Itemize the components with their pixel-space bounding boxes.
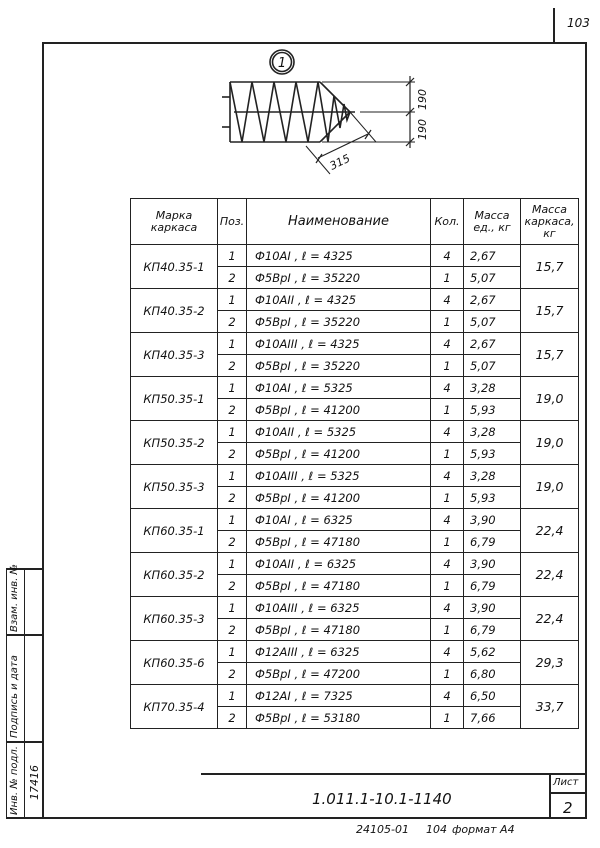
footer-format: формат А4 [452, 823, 515, 836]
table-row [131, 421, 579, 443]
unit-mass-cell: 7,66 [464, 707, 521, 729]
quantity-cell: 4 [431, 377, 464, 399]
quantity-cell: 4 [431, 421, 464, 443]
quantity-cell: 1 [431, 267, 464, 289]
quantity-cell: 1 [431, 531, 464, 553]
quantity-cell: 1 [431, 355, 464, 377]
item-name-cell: Ф5ВрI , ℓ = 35220 [247, 311, 431, 333]
quantity-cell: 4 [431, 685, 464, 707]
frame-mark-cell: КП60.35-3 [131, 597, 218, 641]
unit-mass-cell: 6,79 [464, 575, 521, 597]
position-cell: 2 [218, 575, 247, 597]
header-frame-mass: Масса каркаса, кг [521, 199, 579, 245]
frame-mass-cell: 22,4 [521, 509, 579, 553]
quantity-cell: 4 [431, 289, 464, 311]
item-name-cell: Ф10АII , ℓ = 5325 [247, 421, 431, 443]
quantity-cell: 1 [431, 443, 464, 465]
quantity-cell: 4 [431, 553, 464, 575]
unit-mass-cell: 3,28 [464, 421, 521, 443]
item-name-cell: Ф5ВрI , ℓ = 53180 [247, 707, 431, 729]
stamp-inv-number: 17416 [28, 765, 41, 800]
quantity-cell: 4 [431, 597, 464, 619]
quantity-cell: 1 [431, 311, 464, 333]
quantity-cell: 1 [431, 575, 464, 597]
unit-mass-cell: 6,79 [464, 531, 521, 553]
frame-mass-cell: 33,7 [521, 685, 579, 729]
title-block-sheet-divider [549, 792, 587, 794]
unit-mass-cell: 5,62 [464, 641, 521, 663]
quantity-cell: 4 [431, 245, 464, 267]
item-name-cell: Ф5ВрI , ℓ = 47180 [247, 531, 431, 553]
header-name: Наименование [247, 199, 431, 245]
table-row [131, 685, 579, 707]
document-designation: 1.011.1-10.1-1140 [312, 790, 452, 808]
position-cell: 2 [218, 531, 247, 553]
quantity-cell: 1 [431, 399, 464, 421]
stamp-label-signature-date: Подпись и дата [9, 655, 20, 738]
frame-mark-cell: КП60.35-6 [131, 641, 218, 685]
position-cell: 2 [218, 355, 247, 377]
frame-mark-cell: КП40.35-1 [131, 245, 218, 289]
title-block-divider [549, 773, 551, 819]
frame-mass-cell: 19,0 [521, 421, 579, 465]
dim-length: 315 [327, 151, 353, 173]
item-name-cell: Ф5ВрI , ℓ = 47180 [247, 619, 431, 641]
footer-page: 104 [426, 823, 447, 836]
unit-mass-cell: 3,90 [464, 553, 521, 575]
header-qty: Кол. [431, 199, 464, 245]
table-row [131, 289, 579, 311]
sheet-number: 2 [563, 799, 573, 817]
unit-mass-cell: 3,28 [464, 377, 521, 399]
item-name-cell: Ф5ВрI , ℓ = 35220 [247, 355, 431, 377]
position-cell: 1 [218, 377, 247, 399]
frame-mark-cell: КП50.35-3 [131, 465, 218, 509]
quantity-cell: 4 [431, 641, 464, 663]
item-name-cell: Ф5ВрI , ℓ = 47200 [247, 663, 431, 685]
corner-divider [553, 8, 555, 44]
frame-mass-cell: 22,4 [521, 553, 579, 597]
item-name-cell: Ф5ВрI , ℓ = 41200 [247, 399, 431, 421]
unit-mass-cell: 3,28 [464, 465, 521, 487]
frame-mark-cell: КП70.35-4 [131, 685, 218, 729]
item-name-cell: Ф12АIII , ℓ = 6325 [247, 641, 431, 663]
dim-height-bottom: 190 [416, 119, 429, 140]
side-stamp [6, 564, 44, 819]
quantity-cell: 4 [431, 509, 464, 531]
position-cell: 2 [218, 487, 247, 509]
unit-mass-cell: 5,07 [464, 311, 521, 333]
quantity-cell: 4 [431, 333, 464, 355]
position-cell: 1 [218, 553, 247, 575]
frame-mass-cell: 15,7 [521, 245, 579, 289]
sheet-label: Лист [553, 777, 579, 788]
position-cell: 1 [218, 509, 247, 531]
position-cell: 2 [218, 663, 247, 685]
position-cell: 1 [218, 333, 247, 355]
table-row [131, 465, 579, 487]
header-pos: Поз. [218, 199, 247, 245]
frame-mass-cell: 29,3 [521, 641, 579, 685]
item-name-cell: Ф10АIII , ℓ = 4325 [247, 333, 431, 355]
table-row [131, 509, 579, 531]
frame-mass-cell: 22,4 [521, 597, 579, 641]
stamp-label-inv-no: Инв. № подл. [9, 746, 20, 815]
unit-mass-cell: 6,50 [464, 685, 521, 707]
frame-mass-cell: 15,7 [521, 333, 579, 377]
stamp-label-replaced-inv: Взам. инв. № [9, 564, 20, 632]
position-cell: 1 [218, 685, 247, 707]
frame-mark-cell: КП50.35-2 [131, 421, 218, 465]
frame-mark-cell: КП60.35-2 [131, 553, 218, 597]
item-name-cell: Ф10АII , ℓ = 4325 [247, 289, 431, 311]
frame-mass-cell: 15,7 [521, 289, 579, 333]
position-cell: 2 [218, 707, 247, 729]
footer-order: 24105-01 [356, 823, 409, 836]
position-cell: 1 [218, 421, 247, 443]
item-name-cell: Ф10АII , ℓ = 6325 [247, 553, 431, 575]
item-name-cell: Ф5ВрI , ℓ = 41200 [247, 487, 431, 509]
unit-mass-cell: 3,90 [464, 509, 521, 531]
item-name-cell: Ф5ВрI , ℓ = 47180 [247, 575, 431, 597]
quantity-cell: 1 [431, 707, 464, 729]
frame-mark-cell: КП40.35-3 [131, 333, 218, 377]
position-cell: 2 [218, 399, 247, 421]
item-name-cell: Ф10АI , ℓ = 6325 [247, 509, 431, 531]
unit-mass-cell: 2,67 [464, 289, 521, 311]
header-mark: Марка каркаса [131, 199, 218, 245]
unit-mass-cell: 5,93 [464, 487, 521, 509]
specification-body [131, 245, 579, 729]
quantity-cell: 4 [431, 465, 464, 487]
item-name-cell: Ф12АI , ℓ = 7325 [247, 685, 431, 707]
header-unit-mass: Масса ед., кг [464, 199, 521, 245]
corner-sheet-number: 103 [567, 16, 590, 30]
position-cell: 2 [218, 619, 247, 641]
quantity-cell: 1 [431, 487, 464, 509]
position-cell: 2 [218, 443, 247, 465]
frame-mark-cell: КП40.35-2 [131, 289, 218, 333]
spiral-cage-drawing [210, 42, 440, 192]
quantity-cell: 1 [431, 619, 464, 641]
item-name-cell: Ф5ВрI , ℓ = 35220 [247, 267, 431, 289]
table-row [131, 641, 579, 663]
unit-mass-cell: 5,07 [464, 355, 521, 377]
frame-mark-cell: КП50.35-1 [131, 377, 218, 421]
unit-mass-cell: 5,93 [464, 399, 521, 421]
position-cell: 1 [218, 641, 247, 663]
specification-table [130, 198, 579, 729]
position-cell: 1 [218, 245, 247, 267]
table-row [131, 245, 579, 267]
table-row [131, 333, 579, 355]
unit-mass-cell: 2,67 [464, 245, 521, 267]
table-row [131, 597, 579, 619]
quantity-cell: 1 [431, 663, 464, 685]
frame-mass-cell: 19,0 [521, 465, 579, 509]
unit-mass-cell: 3,90 [464, 597, 521, 619]
item-name-cell: Ф10АIII , ℓ = 6325 [247, 597, 431, 619]
item-name-cell: Ф10АIII , ℓ = 5325 [247, 465, 431, 487]
unit-mass-cell: 6,79 [464, 619, 521, 641]
position-cell: 2 [218, 267, 247, 289]
frame-mass-cell: 19,0 [521, 377, 579, 421]
item-name-cell: Ф10АI , ℓ = 4325 [247, 245, 431, 267]
position-cell: 1 [218, 289, 247, 311]
item-name-cell: Ф10АI , ℓ = 5325 [247, 377, 431, 399]
position-cell: 2 [218, 311, 247, 333]
unit-mass-cell: 5,93 [464, 443, 521, 465]
frame-mark-cell: КП60.35-1 [131, 509, 218, 553]
unit-mass-cell: 5,07 [464, 267, 521, 289]
callout-number: 1 [277, 56, 287, 71]
item-name-cell: Ф5ВрI , ℓ = 41200 [247, 443, 431, 465]
table-row [131, 377, 579, 399]
dim-height-top: 190 [416, 89, 429, 110]
position-cell: 1 [218, 597, 247, 619]
table-row [131, 553, 579, 575]
unit-mass-cell: 2,67 [464, 333, 521, 355]
position-cell: 1 [218, 465, 247, 487]
unit-mass-cell: 6,80 [464, 663, 521, 685]
